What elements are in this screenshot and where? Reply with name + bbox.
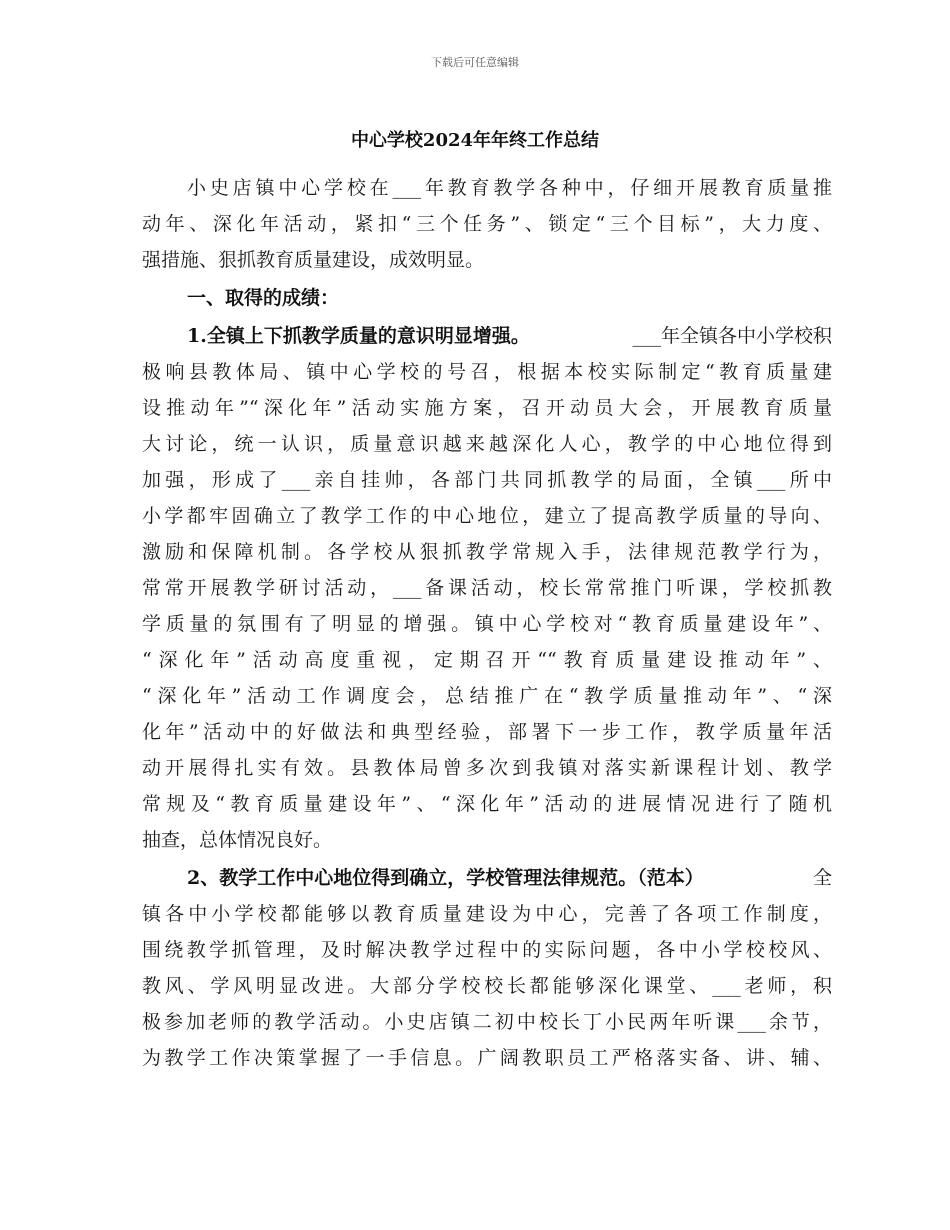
item1-line: 化年”活动中的好做法和典型经验，部署下一步工作，教学质量年活	[142, 721, 832, 743]
item1-line: 动开展得扎实有效。县教体局曾多次到我镇对落实新课程计划、教学	[142, 757, 832, 779]
item1-line: 抽查，总体情况良好。	[142, 829, 333, 851]
section-heading: 一、取得的成绩：	[187, 287, 340, 309]
item1-line: 设推动年”“深化年”活动实施方案，召开动员大会，开展教育质量	[142, 397, 832, 419]
item1-line: “深化年”活动工作调度会，总结推广在“教学质量推动年”、“深	[142, 685, 832, 707]
item2-line: 镇各中小学校都能够以教育质量建设为中心，完善了各项工作制度，	[142, 903, 832, 925]
item2-line: 教风、学风明显改进。大部分学校校长都能够深化课堂、___老师，积	[142, 975, 832, 997]
item1-line: 极响县教体局、镇中心学校的号召，根据本校实际制定“教育质量建	[142, 361, 832, 383]
item1-line: “深化年”活动高度重视，定期召开““教育质量建设推动年”、	[142, 649, 832, 671]
intro-line-1: 小史店镇中心学校在___年教育教学各种中，仔细开展教育质量推	[187, 177, 832, 199]
item2-heading: 2、教学工作中心地位得到确立，学校管理法律规范。（范本）	[187, 867, 704, 889]
item2-line: 极参加老师的教学活动。小史店镇二初中校长丁小民两年听课___余节，	[142, 1011, 832, 1033]
intro-line-3: 强措施、狠抓教育质量建设，成效明显。	[142, 249, 485, 271]
item2-first-tail: 全	[812, 867, 832, 889]
item1-line: 学质量的氛围有了明显的增强。镇中心学校对“教育质量建设年”、	[142, 613, 832, 635]
item1-heading: 1.全镇上下抓教学质量的意识明显增强。	[187, 325, 530, 347]
item1-line: 加强，形成了___亲自挂帅，各部门共同抓教学的局面，全镇___所中	[142, 469, 832, 491]
item1-line: 常常开展教学研讨活动，___备课活动，校长常常推门听课，学校抓教	[142, 577, 832, 599]
document-title: 中心学校2024年年终工作总结	[350, 130, 600, 151]
item2-line: 围绕教学抓管理，及时解决教学过程中的实际问题，各中小学校校风、	[142, 939, 832, 961]
intro-line-2: 动年、深化年活动，紧扣“三个任务”、锁定“三个目标”，大力度、	[142, 213, 832, 235]
header-note: 下载后可任意编辑	[431, 56, 519, 69]
item2-line: 为教学工作决策掌握了一手信息。广阔教职员工严格落实备、讲、辅、	[142, 1047, 832, 1069]
item1-first-line	[142, 324, 832, 348]
item1-line: 小学都牢固确立了教学工作的中心地位，建立了提高教学质量的导向、	[142, 505, 832, 527]
item1-first-tail: ___年全镇各中小学校积	[632, 325, 832, 347]
item2-first-line	[142, 866, 832, 890]
item1-line: 常规及“教育质量建设年”、“深化年”活动的进展情况进行了随机	[142, 793, 832, 815]
item1-line: 激励和保障机制。各学校从狠抓教学常规入手，法律规范教学行为，	[142, 541, 832, 563]
item1-line: 大讨论，统一认识，质量意识越来越深化人心，教学的中心地位得到	[142, 433, 832, 455]
